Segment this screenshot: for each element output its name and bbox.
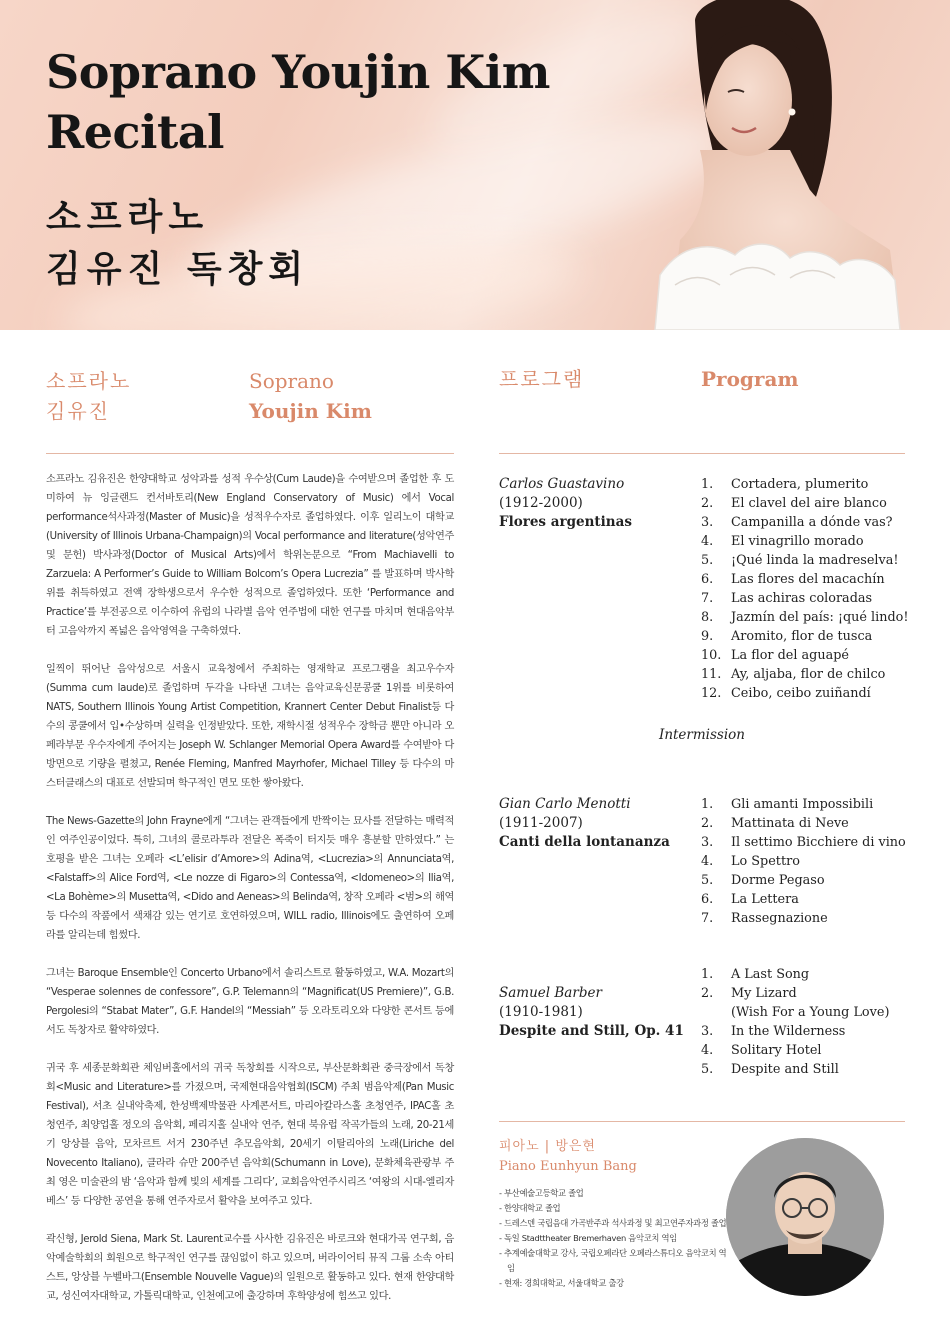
composer-name: Carlos Guastavino xyxy=(499,476,625,492)
song-item xyxy=(701,646,911,665)
divider-pianist xyxy=(499,1121,905,1122)
song-number xyxy=(701,1003,731,1022)
cv-item: - 부산예술고등학교 졸업 xyxy=(499,1186,729,1201)
bio-paragraph: 곽신형, Jerold Siena, Mark St. Laurent교수를 사사한 김유진은 바로크와 현대가곡 연구회, 음악예술학회의 회원으로 학구적인 연구를 끊임없이 하고 있으며, 버라이어티 뮤직 그룹 소속 아티스트, 앙상블 누벨바그(Ensemble Nouvelle Vague)의 일원으로 활동하고 있다. 현재 한양대학교, 성신여자대학교, 가톨릭대학교, 인천예고에 출강하며 후학양성에 힘쓰고 있다. xyxy=(46,1234,454,1302)
song-list-guastavino xyxy=(701,475,911,703)
song-item xyxy=(701,532,911,551)
song-item xyxy=(701,627,911,646)
soprano-heading-ko xyxy=(46,366,196,426)
song-title: Solitary Hotel xyxy=(731,1043,822,1058)
cv-item: - 독일 Stadttheater Bremerhaven 음악코치 역임 xyxy=(499,1231,729,1246)
song-title: Gli amanti Impossibili xyxy=(731,797,874,812)
song-number: 5. xyxy=(701,1062,714,1077)
song-number: 1. xyxy=(701,967,714,982)
song-number: 6. xyxy=(701,572,714,587)
soprano-heading-ko-line2: 김유진 xyxy=(46,399,110,423)
song-item xyxy=(701,852,911,871)
cv-item: - 드레스덴 국립음대 가곡반주과 석사과정 및 최고연주자과정 졸업 xyxy=(499,1216,729,1231)
song-list-barber xyxy=(701,965,911,1079)
soprano-biography xyxy=(46,470,454,1325)
song-title: Despite and Still xyxy=(731,1062,839,1077)
song-item xyxy=(701,1060,911,1079)
song-item xyxy=(701,795,911,814)
song-number: 12. xyxy=(701,686,722,701)
composer-years: (1910-1981) xyxy=(499,1004,583,1020)
song-title: Dorme Pegaso xyxy=(731,873,825,888)
song-title: Lo Spettro xyxy=(731,854,800,869)
song-number: 5. xyxy=(701,553,714,568)
song-title: Jazmín del país: ¡qué lindo! xyxy=(731,610,909,625)
song-item xyxy=(701,608,911,627)
bio-paragraph: 그녀는 Baroque Ensemble인 Concerto Urbano에서 솔리스트로 활동하였고, W.A. Mozart의 “Vesperae solennes de confessore”, G.P. Telemann의 “Magnificat(US Premiere)”, G.B. Pergolesi의 “Stabat Mater”, G.F. Handel의 “Messiah” 등 오라토리오와 다양한 콘서트 등에서도 독창자로 활약하였다. xyxy=(46,968,454,1036)
song-title: La Lettera xyxy=(731,892,799,907)
song-number: 7. xyxy=(701,911,714,926)
recital-title-ko xyxy=(46,192,406,296)
song-title: Rassegnazione xyxy=(731,911,828,926)
composer-name: Samuel Barber xyxy=(499,985,602,1001)
program-block-barber xyxy=(499,984,684,1041)
hero-banner xyxy=(0,0,950,330)
song-title: Ceibo, ceibo zuiñandí xyxy=(731,686,871,701)
divider-right xyxy=(499,453,905,454)
song-item xyxy=(701,909,911,928)
bio-paragraph: 일찍이 뛰어난 음악성으로 서울시 교육청에서 주최하는 영재학교 프로그램을 최고우수자(Summa cum laude)로 졸업하며 두각을 나타낸 그녀는 음악교육신문콩쿨 1위를 비롯하여 NATS, Southern Illinois Young Artist Competition, Krannert Center Debut Finalist등 다수의 콩쿨에서 입•수상하며 실력을 인정받았다. 또한, 재학시절 성적우수 장학금 뿐만 아니라 오페라부문 우수자에게 주어지는 Joseph W. Schlanger Memorial Opera Award를 수여받아 다방면으로 기량을 펼쳤고, Renée Fleming, Manfred Mayrhofer, Michael Tilley 등 다수의 마스터클래스의 대표로 선발되며 학구적인 면모 또한 쌓아왔다. xyxy=(46,664,454,789)
song-title: In the Wilderness xyxy=(731,1024,846,1039)
pianist-portrait-art xyxy=(726,1138,884,1296)
bio-paragraph: 소프라노 김유진은 한양대학교 성악과를 성적 우수상(Cum Laude)을 수여받으며 졸업한 후 도미하여 뉴 잉글랜드 컨서바토리(New England Conservatory of Music) 에서 Vocal performance석사과정(Master of Music)을 성적우수자로 졸업하였다. 이후 일리노이 대학교(University of Illinois Urbana-Champaign)의 Vocal performance and literature(성악연주 및 문헌) 박사과정(Doctor of Musical Arts)에서 학위논문으로 “From Machiavelli to Zarzuela: A Performer’s Guide to William Bolcom’s Opera Lucrezia” 를 발표하며 박사학위를 취득하였고 전액 장학생으로서 우수한 성적으로 졸업하였다. 또한 ‘Performance and Practice’를 부전공으로 이수하여 유럽의 나라별 음악 연주법에 대한 연구를 마치며 현대음악부터 고음악까지 폭넓은 음악영역을 구축하였다. xyxy=(46,474,454,637)
program-block-guastavino xyxy=(499,475,632,532)
song-item xyxy=(701,984,911,1003)
song-number: 2. xyxy=(701,496,714,511)
song-item xyxy=(701,1022,911,1041)
song-title: Las achiras coloradas xyxy=(731,591,873,606)
song-item xyxy=(701,1003,911,1022)
cv-item: - 한양대학교 졸업 xyxy=(499,1201,729,1216)
song-number: 5. xyxy=(701,873,714,888)
song-number: 8. xyxy=(701,610,714,625)
song-number: 1. xyxy=(701,477,714,492)
program-block-menotti xyxy=(499,795,670,852)
divider-left xyxy=(46,453,454,454)
song-title: Il settimo Bicchiere di vino xyxy=(731,835,906,850)
song-item xyxy=(701,475,911,494)
program-heading-ko: 프로그램 xyxy=(499,367,585,391)
song-number: 6. xyxy=(701,892,714,907)
song-number: 7. xyxy=(701,591,714,606)
intermission-label: Intermission xyxy=(658,727,745,743)
song-title: El vinagrillo morado xyxy=(731,534,864,549)
pianist-cv xyxy=(499,1186,729,1291)
song-item xyxy=(701,833,911,852)
song-item xyxy=(701,494,911,513)
song-number: 9. xyxy=(701,629,714,644)
song-title: Cortadera, plumerito xyxy=(731,477,869,492)
soprano-portrait xyxy=(640,0,950,330)
song-number: 4. xyxy=(701,1043,714,1058)
recital-title-ko-line2: 김유진 독창회 xyxy=(46,249,310,290)
song-number: 11. xyxy=(701,667,722,682)
bio-paragraph: 귀국 후 세종문화회관 체임버홀에서의 귀국 독창회를 시작으로, 부산문화회관 중극장에서 독창회<Music and Literature>를 가졌으며, 국제현대음악협회(ISCM) 주최 범음악제(Pan Music Festival), 서초 실내악축제, 한성백제박물관 사계콘서트, 마리아칼라스홀 초청연주, IPAC홀 초청연주, 최양업홀 정오의 음악회, 페리지홀 실내악 연주, 현대 북유럽 작곡가들의 노래, 20-21세기 앙상블 음악, 모차르트 서거 230주년 추모음악회, 20세기 이탈리아의 노래(Liriche del Novecento Italiano), 클라라 슈만 200주년 음악회(Schumann in Love), 문화체육관광부 주최 영은 미술관의 밤 ‘음악과 함께 빛의 세계를 그리다’, 교회음악연주시리즈 ‘여왕의 시대-엘리자베스’ 등 다양한 공연을 통해 연주자로서 활약을 보여주고 있다. xyxy=(46,1063,454,1207)
song-title: Aromito, flor de tusca xyxy=(731,629,873,644)
song-item xyxy=(701,890,911,909)
cv-item: - 현재: 경희대학교, 서울대학교 출강 xyxy=(499,1276,729,1291)
song-title: Mattinata di Neve xyxy=(731,816,849,831)
song-item xyxy=(701,513,911,532)
song-title: My Lizard xyxy=(731,986,797,1001)
song-number: 4. xyxy=(701,854,714,869)
pianist-name-ko: 피아노 | 방은현 xyxy=(499,1139,596,1154)
composer-years: (1912-2000) xyxy=(499,495,583,511)
work-title: Despite and Still, Op. 41 xyxy=(499,1023,684,1039)
song-title: Ay, aljaba, flor de chilco xyxy=(731,667,886,682)
composer-years: (1911-2007) xyxy=(499,815,583,831)
song-item xyxy=(701,551,911,570)
song-title: A Last Song xyxy=(731,967,810,982)
work-title: Canti della lontananza xyxy=(499,834,670,850)
song-title: Las flores del macachín xyxy=(731,572,885,587)
song-number: 3. xyxy=(701,515,714,530)
cv-item: - 추계예술대학교 강사, 국립오페라단 오페라스튜디오 음악코치 역임 xyxy=(499,1246,729,1276)
recital-title-en: Soprano Youjin Kim Recital xyxy=(46,45,550,159)
song-number: 1. xyxy=(701,797,714,812)
song-item xyxy=(701,589,911,608)
song-title: El clavel del aire blanco xyxy=(731,496,887,511)
soprano-heading-en xyxy=(249,366,449,426)
recital-title-ko-line1: 소프라노 xyxy=(46,197,210,238)
song-number: 3. xyxy=(701,1024,714,1039)
song-number: 2. xyxy=(701,986,714,1001)
song-title: (Wish For a Young Love) xyxy=(731,1005,890,1020)
song-item xyxy=(701,684,911,703)
song-title: ¡Qué linda la madreselva! xyxy=(731,553,899,568)
soprano-heading-en-line1: Soprano xyxy=(249,369,334,393)
song-number: 2. xyxy=(701,816,714,831)
song-number: 4. xyxy=(701,534,714,549)
song-item xyxy=(701,965,911,984)
song-item xyxy=(701,814,911,833)
song-list-menotti xyxy=(701,795,911,928)
song-number: 10. xyxy=(701,648,722,663)
song-title: La flor del aguapé xyxy=(731,648,850,663)
program-heading-en: Program xyxy=(701,367,799,391)
song-item xyxy=(701,665,911,684)
song-number: 3. xyxy=(701,835,714,850)
song-item xyxy=(701,1041,911,1060)
song-item xyxy=(701,871,911,890)
bio-paragraph: The News-Gazette의 John Frayne에게 “그녀는 관객들에게 반짝이는 묘사를 전달하는 매력적인 여주인공이었다. 특히, 그녀의 콜로라투라 전달은 폭죽이 터지듯 매우 흥분할 만하였다.” 는 호평을 받은 그녀는 오페라 <L’elisir d’Amore>의 Adina역, <Lucrezia>의 Annunciata역, <Falstaff>의 Alice Ford역, <Le nozze di Figaro>의 Contessa역, <Idomeneo>의 Ilia역, <La Bohème>의 Musetta역, <Dido and Aeneas>의 Belinda역, 창작 오페라 <범>의 해역 등 다수의 작품에서 색채감 있는 연기로 호연하였으며, WILL radio, Illinois에도 출연하여 오페라를 알리는데 힘썼다. xyxy=(46,816,454,941)
pianist-portrait xyxy=(726,1138,884,1296)
song-item xyxy=(701,570,911,589)
composer-name: Gian Carlo Menotti xyxy=(499,796,631,812)
work-title: Flores argentinas xyxy=(499,514,632,530)
pianist-name-en: Piano Eunhyun Bang xyxy=(499,1159,637,1174)
soprano-heading-en-line2: Youjin Kim xyxy=(249,399,372,423)
soprano-heading-ko-line1: 소프라노 xyxy=(46,369,132,393)
song-title: Campanilla a dónde vas? xyxy=(731,515,893,530)
